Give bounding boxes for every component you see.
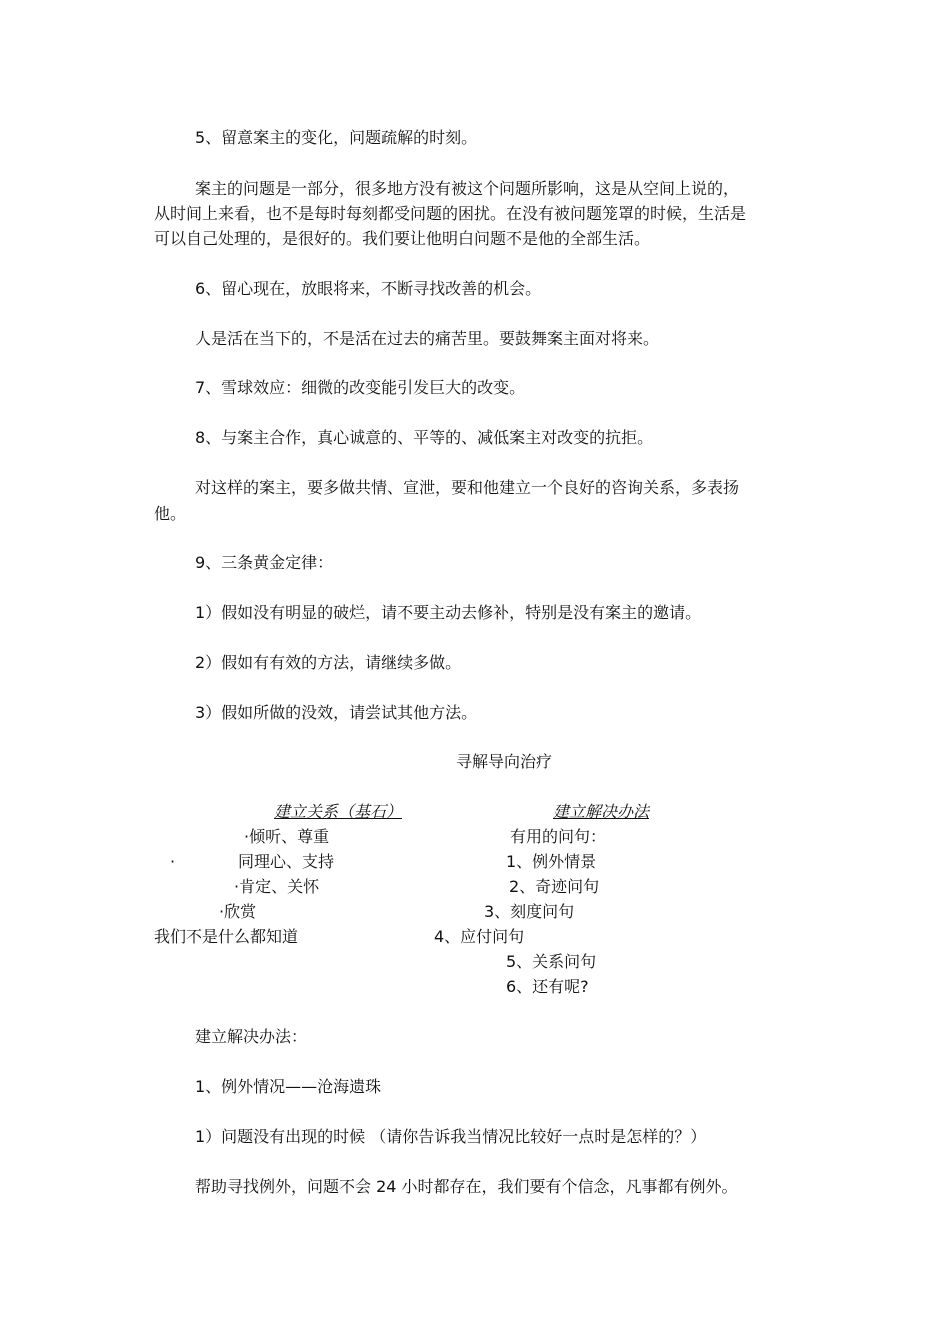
right-item: 5、关系问句 [506,952,597,971]
diagram-title: 寻解导向治疗 [456,752,553,771]
subsection-heading: 1、例外情况——沧海遗珠 [195,1077,382,1096]
stray-dot: · [170,852,176,871]
paragraph-text: 对这样的案主，要多做共情、宣泄，要和他建立一个良好的咨询关系，多表扬 [195,478,740,497]
rule-3: 3）假如所做的没效，请尝试其他方法。 [195,703,478,722]
left-heading-text: 建立关系（基石） [274,802,403,821]
paragraph-text: 1）问题没有出现的时候 （请你告诉我当情况比较好一点时是怎样的？） [195,1127,707,1146]
right-heading-text: 建立解决办法 [553,802,650,821]
left-item: 我们不是什么都知道 [154,927,299,946]
paragraph-text: 人是活在当下的，不是活在过去的痛苦里。要鼓舞案主面对将来。 [195,329,660,348]
right-item: 2、奇迹问句 [509,877,600,896]
right-heading [545,804,649,820]
left-item: ·倾听、尊重 [244,827,330,846]
left-item: 同理心、支持 [238,852,335,871]
left-item: ·欣赏 [219,902,257,921]
paragraph-text: 可以自己处理的，是很好的。我们要让他明白问题不是他的全部生活。 [154,229,651,248]
paragraph-text: 案主的问题是一部分，很多地方没有被这个问题所影响，这是从空间上说的， [195,179,740,198]
left-heading [234,804,410,820]
paragraph-7: 7、雪球效应：细微的改变能引发巨大的改变。 [195,378,526,397]
paragraph-9: 9、三条黄金定律： [195,553,334,572]
rule-1: 1）假如没有明显的破烂，请不要主动去修补，特别是没有案主的邀请。 [195,603,702,622]
paragraph-5: 5、留意案主的变化，问题疏解的时刻。 [195,128,478,147]
paragraph-text: 他。 [154,504,187,523]
paragraph-6: 6、留心现在，放眼将来，不断寻找改善的机会。 [195,279,542,298]
right-item: 6、还有呢? [506,977,589,996]
right-item: 1、例外情景 [506,852,597,871]
section-heading: 建立解决办法： [195,1027,308,1046]
left-item: ·肯定、关怀 [234,877,320,896]
right-item: 3、刻度问句 [484,902,575,921]
rule-2: 2）假如有有效的方法，请继续多做。 [195,653,462,672]
paragraph-text: 帮助寻找例外，问题不会 24 小时都存在，我们要有个信念，凡事都有例外。 [195,1177,738,1196]
paragraph-8: 8、与案主合作，真心诚意的、平等的、减低案主对改变的抗拒。 [195,428,654,447]
right-item: 有用的问句： [510,827,607,846]
paragraph-text: 从时间上来看，也不是每时每刻都受问题的困扰。在没有被问题笼罩的时候，生活是 [154,204,747,223]
right-item: 4、应付问句 [434,927,525,946]
